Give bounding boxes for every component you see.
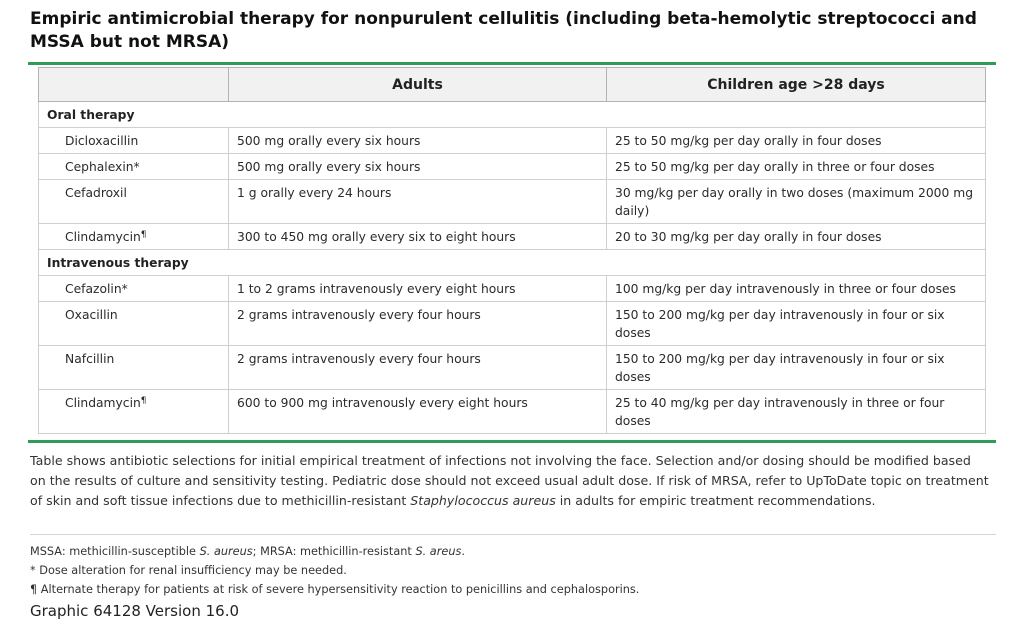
- children-dose-cell: 25 to 50 mg/kg per day orally in four doses: [607, 128, 986, 154]
- adults-dose-cell: 300 to 450 mg orally every six to eight hours: [229, 224, 607, 250]
- drug-cell: [39, 224, 229, 250]
- footnote-marker: ¶: [140, 230, 147, 240]
- drug-name: Cefazolin*: [65, 282, 128, 296]
- section-row-intravenous: [39, 250, 986, 276]
- drug-name: Nafcillin: [65, 352, 115, 366]
- notes-divider: [30, 534, 996, 535]
- abbrev-mrsa: ; MRSA: methicillin-resistant: [252, 545, 416, 558]
- section-label: Oral therapy: [39, 102, 986, 128]
- table-description: [30, 451, 990, 511]
- footnote-marker: ¶: [140, 396, 147, 406]
- drug-cell: [39, 346, 229, 390]
- table-row: [39, 224, 986, 250]
- drug-name: Oxacillin: [65, 308, 118, 322]
- drug-name: Cefadroxil: [65, 186, 127, 200]
- drug-name: Clindamycin: [65, 396, 141, 410]
- table-row: [39, 390, 986, 434]
- children-dose-cell: 25 to 50 mg/kg per day orally in three or four doses: [607, 154, 986, 180]
- description-text: Table shows antibiotic selections for initial empirical treatment of infections not involving the face. Selection and/or dosing should be modified based on the results of culture and sensitivity testing. Pediatric dose should not exceed usual adult dose. If risk of MRSA, refer to UpToDate topic on treatment of skin and soft tissue infections due to methicillin-resistant: [30, 453, 989, 508]
- children-dose-cell: 100 mg/kg per day intravenously in three or four doses: [607, 276, 986, 302]
- table-title: Empiric antimicrobial therapy for nonpurulent cellulitis (including beta-hemolytic streptococci and MSSA but not MRSA): [30, 9, 977, 52]
- children-dose-cell: 25 to 40 mg/kg per day intravenously in three or four doses: [607, 390, 986, 434]
- header-drug: [39, 68, 229, 102]
- adults-dose-cell: 1 g orally every 24 hours: [229, 180, 607, 224]
- table-row: [39, 302, 986, 346]
- header-row: [39, 68, 986, 102]
- table-row: [39, 346, 986, 390]
- therapy-table-container: [38, 67, 985, 434]
- drug-name: Dicloxacillin: [65, 134, 139, 148]
- footnote-paragraph: ¶ Alternate therapy for patients at risk of severe hypersensitivity reaction to penicillins and cephalosporins.: [30, 583, 640, 596]
- adults-dose-cell: 2 grams intravenously every four hours: [229, 346, 607, 390]
- abbrev-mrsa-organism: S. areus: [415, 545, 462, 558]
- graphic-version: Graphic 64128 Version 16.0: [30, 602, 240, 620]
- table-row: [39, 180, 986, 224]
- section-row-oral: [39, 102, 986, 128]
- table-row: [39, 128, 986, 154]
- therapy-table: [38, 67, 986, 434]
- drug-name: Cephalexin*: [65, 160, 140, 174]
- abbreviations-line: [30, 542, 990, 561]
- abbrev-mssa: MSSA: methicillin-susceptible: [30, 545, 200, 558]
- drug-cell: [39, 302, 229, 346]
- drug-cell: [39, 390, 229, 434]
- adults-dose-cell: 2 grams intravenously every four hours: [229, 302, 607, 346]
- top-divider: [28, 62, 996, 65]
- organism-name: Staphylococcus aureus: [410, 493, 556, 508]
- header-adults: Adults: [229, 68, 607, 102]
- drug-cell: [39, 276, 229, 302]
- children-dose-cell: 150 to 200 mg/kg per day intravenously in four or six doses: [607, 302, 986, 346]
- drug-cell: [39, 180, 229, 224]
- adults-dose-cell: 500 mg orally every six hours: [229, 154, 607, 180]
- drug-cell: [39, 128, 229, 154]
- description-text-end: in adults for empiric treatment recommendations.: [555, 493, 876, 508]
- footnote-star: * Dose alteration for renal insufficiency may be needed.: [30, 564, 347, 577]
- children-dose-cell: 150 to 200 mg/kg per day intravenously in four or six doses: [607, 346, 986, 390]
- children-dose-cell: 30 mg/kg per day orally in two doses (maximum 2000 mg daily): [607, 180, 986, 224]
- adults-dose-cell: 500 mg orally every six hours: [229, 128, 607, 154]
- abbrev-mssa-organism: S. aureus: [199, 545, 253, 558]
- adults-dose-cell: 600 to 900 mg intravenously every eight hours: [229, 390, 607, 434]
- bottom-divider: [28, 440, 996, 443]
- section-label: Intravenous therapy: [39, 250, 986, 276]
- children-dose-cell: 20 to 30 mg/kg per day orally in four doses: [607, 224, 986, 250]
- table-row: [39, 154, 986, 180]
- drug-cell: [39, 154, 229, 180]
- drug-name: Clindamycin: [65, 230, 141, 244]
- table-row: [39, 276, 986, 302]
- header-children: Children age >28 days: [607, 68, 986, 102]
- adults-dose-cell: 1 to 2 grams intravenously every eight hours: [229, 276, 607, 302]
- abbrev-end: .: [461, 545, 465, 558]
- abbreviations-block: [30, 542, 990, 599]
